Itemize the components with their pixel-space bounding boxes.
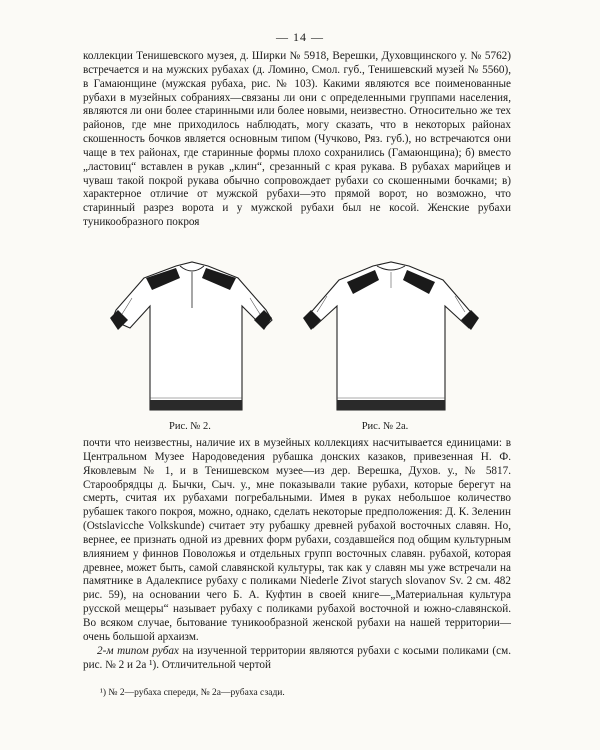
- figure-caption-right: Рис. № 2а.: [361, 421, 409, 432]
- paragraph-3-italic: 2-м типом рубах: [97, 644, 179, 657]
- paragraph-2: [83, 437, 511, 672]
- footnote: ¹) № 2—рубаха спереди, № 2а—рубаха сзади.: [100, 688, 285, 698]
- paragraph-3: [83, 645, 511, 673]
- paragraph-1-text: коллекции Тенишевского музея, д. Ширки № 5918, Верешки, Духовщинского у. № 5762) встречается и на мужских рубахах (д. Ломино, Смол. губ., Тенишевский музей № 5560), в Гамаюнщине (мужская рубаха, рис. № 103). Какими являются все поименованные рубахи в музейных собраниях—связаны ли они с определенными группами населения, являются ли они более старинными или более новыми, неизвестно. Относительно же тех районов, где мне приходилось наблюдать, могу сказать, что в некоторых районах скошенность бочков является основным типом (Чучково, Ряз. губ.), но встречаются они чаще в тех районах, где старинные формы плохо сохранились (Гамаюнщина); б) вместо „ластовиц“ вставлен в рукав „клин“, срезанный с края рукава. В рубахах марийцев и чуваш такой покрой рукава обычно сопровождает рубахи со скошенными бочками; в) характерное отличие от мужской рубахи—это прямой ворот, но возможно, что старинный разрез ворота и у мужской рубахи был не косой. Женские рубахи туникообразного покроя: [83, 50, 511, 229]
- shirt-front-illustration: [96, 248, 286, 418]
- figure-shirt-front: [96, 248, 286, 448]
- figure-shirt-back: [293, 248, 488, 448]
- figure-caption-left: Рис. № 2.: [169, 421, 211, 432]
- page-number: — 14 —: [276, 30, 324, 44]
- paragraph-1: [83, 50, 511, 230]
- shirt-back-illustration: [293, 248, 488, 418]
- paragraph-2-text: почти что неизвестны, наличие их в музейных коллекциях насчитывается единицами: в Центральном Музее Народоведения рубашка донских казаков, привезенная Н. Ф. Яковлевым № 1, и в Тенишевском музее—из дер. Верешка, Духов. у., № 5817. Старообрядцы д. Бычки, Сыч. у., мне показывали такие рубахи, которые берегут на смерть, считая их рубахами погребальными. Имея в руках небольшое количество рубашек такого покроя, можно, однако, сделать некоторые предположения: Д. К. Зеленин (Ostslavicche Volkskunde) считает эту рубашку древней рубахой восточных славян. Но, вернее, ее признать одной из древних форм рубахи, создавшейся под общим культурным влиянием у финнов Поволожья и отдельных групп восточных славян. рубахой, которая древнее, может быть, самой славянской культуры, так как у славян мы уже встречали на памятнике в Адалекписе рубаху с поликами Niederle Zivot starych slovanov Sv. 2 см. 482 рис. 59), на основании чего Б. А. Куфтин в своей книге—„Материальная культура русской мещеры“ называет рубаху с поликами рубахой восточной и южно-славянской. Во всяком случае, бытование туникообразной женской рубахи на нашей территории—очень большой архаизм.: [83, 437, 511, 643]
- paragraph-3-text: на изученной территории являются рубахи с косыми поликами (см. рис. № 2 и 2а ¹). Отличительной чертой: [83, 644, 512, 671]
